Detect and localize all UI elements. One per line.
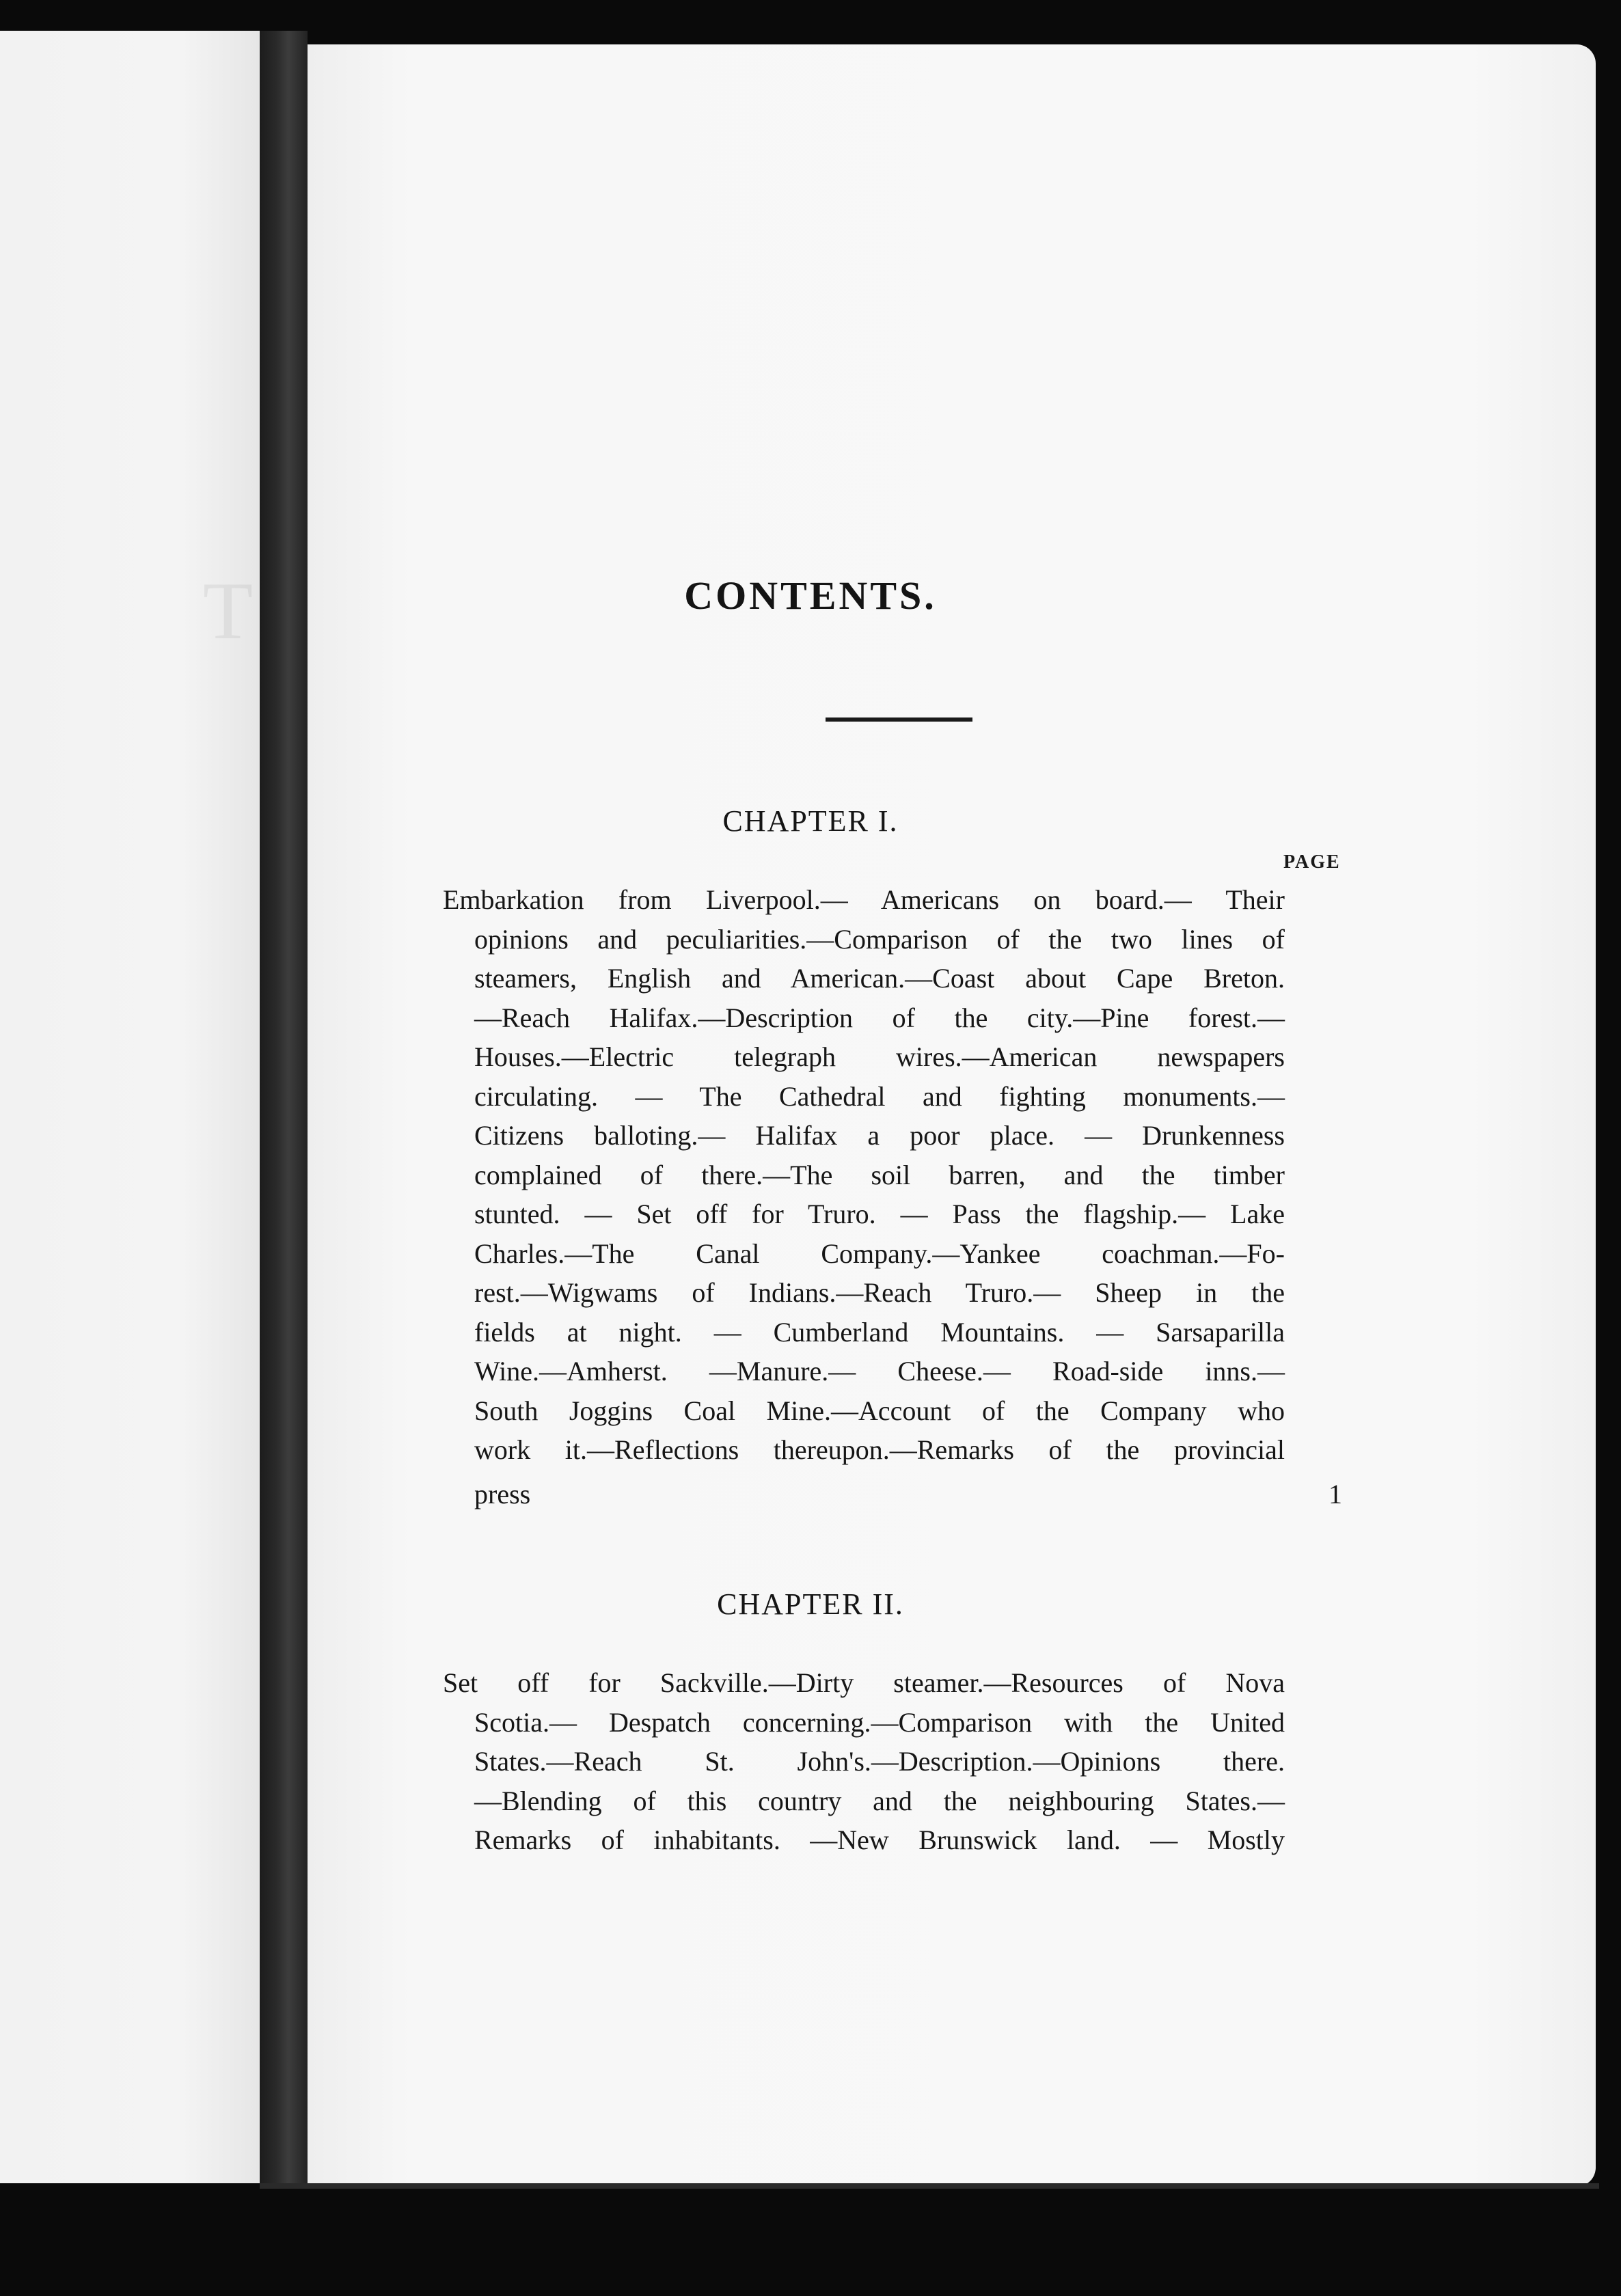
bleed-through-mark: T	[202, 565, 253, 656]
summary-line: rest.—Wigwams of Indians.—Reach Truro.— Sheep in the	[474, 1277, 1285, 1308]
page-title: CONTENTS.	[684, 573, 937, 618]
summary-line: —Reach Halifax.—Description of the city.—Pine forest.—	[474, 1002, 1285, 1033]
summary-line: fields at night. — Cumberland Mountains. — Sarsaparilla	[474, 1316, 1285, 1348]
summary-line: Charles.—The Canal Company.—Yankee coachman.—Fo-	[474, 1238, 1285, 1269]
summary-line: Citizens balloting.— Halifax a poor place. — Drunkenness	[474, 1120, 1285, 1151]
chapter-1-page-reference	[474, 1475, 1342, 1514]
chapter-2-heading: CHAPTER II.	[717, 1587, 904, 1621]
chapter-2-summary	[443, 1663, 1285, 1860]
summary-line: steamers, English and American.—Coast about Cape Breton.	[474, 963, 1285, 994]
page-number: 1	[1329, 1479, 1342, 1509]
summary-line: Set off for Sackville.—Dirty steamer.—Resources of Nova	[443, 1667, 1285, 1698]
book-gutter	[260, 31, 308, 2183]
summary-line: —Blending of this country and the neighbouring States.—	[474, 1785, 1285, 1816]
page-bottom-edge	[260, 2183, 1599, 2189]
summary-line: Scotia.— Despatch concerning.—Comparison with the United	[474, 1706, 1285, 1738]
summary-line: Wine.—Amherst. —Manure.— Cheese.— Road-side inns.—	[474, 1356, 1285, 1386]
chapter-1-summary	[443, 880, 1285, 1470]
summary-line: Remarks of inhabitants. —New Brunswick land. — Mostly	[474, 1824, 1285, 1855]
summary-line: Houses.—Electric telegraph wires.—American newspapers	[474, 1041, 1285, 1072]
summary-line: Embarkation from Liverpool.— Americans on board.— Their	[443, 884, 1285, 915]
summary-line: South Joggins Coal Mine.—Account of the Company who	[474, 1395, 1285, 1426]
summary-line: opinions and peculiarities.—Comparison of the two lines of	[474, 923, 1285, 955]
title-rule	[826, 718, 972, 722]
facing-page	[0, 31, 260, 2183]
summary-line: States.—Reach St. John's.—Description.—Opinions there.	[474, 1746, 1285, 1777]
summary-final-word: press	[474, 1479, 531, 1509]
summary-line: stunted. — Set off for Truro. — Pass the flagship.— Lake	[474, 1199, 1285, 1229]
page-column-label: PAGE	[1283, 851, 1341, 873]
summary-line: circulating. — The Cathedral and fighting monuments.—	[474, 1080, 1285, 1112]
summary-line: work it.—Reflections thereupon.—Remarks of the provincial	[474, 1434, 1285, 1465]
chapter-1-heading: CHAPTER I.	[722, 804, 899, 838]
summary-line: complained of there.—The soil barren, and the timber	[474, 1159, 1285, 1190]
